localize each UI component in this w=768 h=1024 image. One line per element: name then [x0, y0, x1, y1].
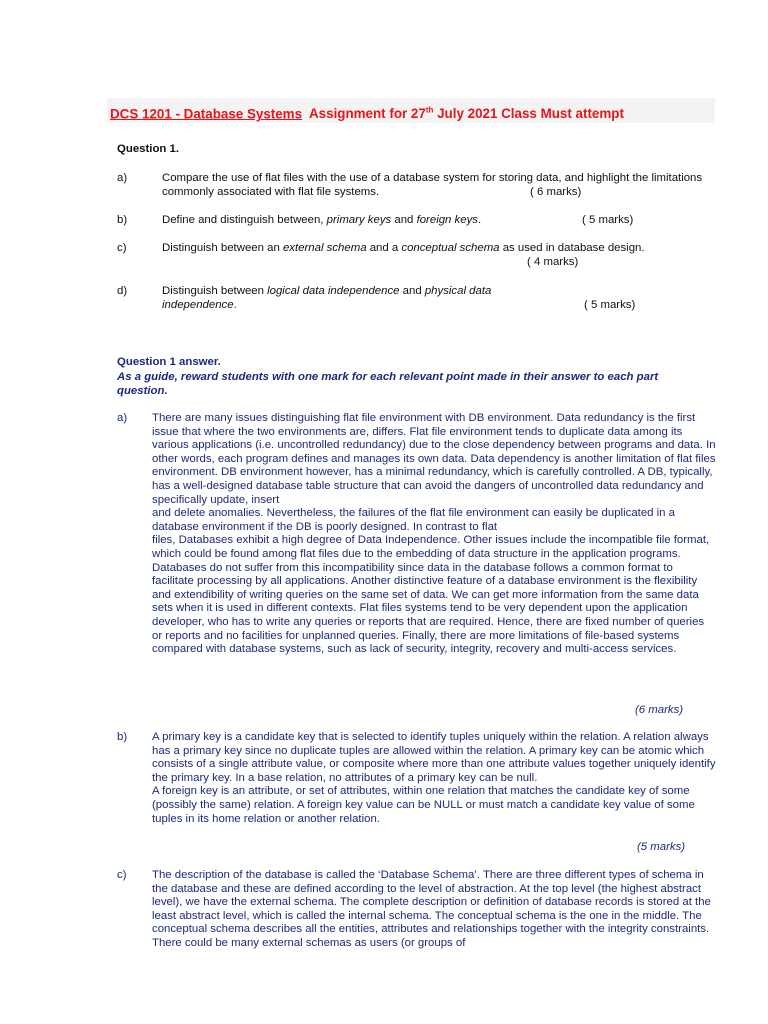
marks: ( 4 marks) [527, 256, 579, 268]
part-label: b) [117, 214, 128, 226]
answer-text [152, 731, 717, 826]
question-text: Define and distinguish between, primary keys and foreign keys. [162, 214, 482, 226]
answer-text [152, 869, 717, 951]
course-title: DCS 1201 - Database Systems [110, 106, 303, 122]
marks: (6 marks) [635, 704, 684, 716]
answer-paragraph: A foreign key is an attribute, or set of attributes, within one relation that matches the candidate key of some (possibly the same) relation. A foreign key value can be NULL or must match a candidate key value of some tuples in its home relation or another relation. [152, 785, 695, 825]
answer-paragraph: The description of the database is called the ‘Database Schema’. There are three different types of schema in the database and these are defined according to the level of abstraction. At the top level (the highest abstract level), we have the external schema. The complete description or definition of database records is stored at the least abstract level, which is called the internal schema. The conceptual schema is the one in the middle. The conceptual schema describes all the entities, attributes and relationships together with the integrity constraints. There could be many external schemas as users (or groups of [152, 869, 711, 949]
question-text: Compare the use of flat files with the use of a database system for storing data, and highlight the limitations commonly associated with flat file systems. [162, 172, 703, 198]
marks: ( 5 marks) [584, 299, 636, 311]
answer-paragraph: A primary key is a candidate key that is selected to identify tuples uniquely within the relation. A relation always has a primary key since no duplicate tuples are allowed within the relation. A primary key can be atomic which consists of a single attribute value, or composite where more than one attribute values together uniquely identify the primary key. In a base relation, no attributes of a primary key can be null. [152, 731, 716, 784]
marks: ( 5 marks) [582, 214, 634, 226]
answer-text [152, 412, 717, 657]
marks: (5 marks) [637, 841, 686, 853]
marks: ( 6 marks) [530, 186, 582, 198]
answer-paragraph: files, Databases exhibit a high degree of Data Independence. Other issues include the incompatible file format, which could be found among flat files due to the embedding of data structure in the application programs. Databases do not suffer from this incompatibility since data in the database follows a common format to facilitate processing by all applications. Another distinctive feature of a database environment is the flexibility and extendibility of writing queries on the same set of data. We can get more information from the same data sets when it is used in different contexts. Flat files systems tend to be very dependent upon the application developer, who has to write any queries or reports that are required. Hence, there are fixed number of queries or reports and no facilities for unplanned queries. Finally, there are more limitations of file-based systems compared with database systems, such as lack of security, integrity, recovery and multi-access services. [152, 534, 710, 656]
part-label: a) [117, 172, 128, 184]
question-text: Distinguish between logical data independence and physical data independence. [162, 285, 492, 311]
page-title [110, 106, 624, 121]
answer-paragraph: and delete anomalies. Nevertheless, the failures of the flat file environment can easily be duplicated in a database environment if the DB is poorly designed. In contrast to flat [152, 507, 676, 533]
assignment-title: Assignment for 27th July 2021 Class Must attempt [309, 106, 624, 122]
part-label: a) [117, 412, 128, 424]
part-label: d) [117, 285, 128, 297]
part-label: b) [117, 731, 128, 743]
answer-heading: Question 1 answer. [117, 356, 221, 368]
question-text: Distinguish between an external schema and a conceptual schema as used in database design. [162, 242, 645, 254]
part-label: c) [117, 869, 127, 881]
question-heading: Question 1. [117, 143, 180, 155]
answer-paragraph: There are many issues distinguishing flat file environment with DB environment. Data redundancy is the first issue that where the two environments are, differs. Flat file environment tends to duplicate data among its various applications (i.e. uncontrolled redundancy) due to the close dependency between programs and data. In other words, each program defines and manages its own data. Data dependency is another limitation of flat files environment. DB environment however, has a minimal redundancy, which is carefully controlled. A DB, typically, has a well-designed database table structure that can avoid the dangers of uncontrolled data redundancy and specifically update, insert [152, 412, 716, 506]
marking-guide: As a guide, reward students with one mark for each relevant point made in their answer to each part question. [117, 371, 659, 397]
part-label: c) [117, 242, 127, 254]
